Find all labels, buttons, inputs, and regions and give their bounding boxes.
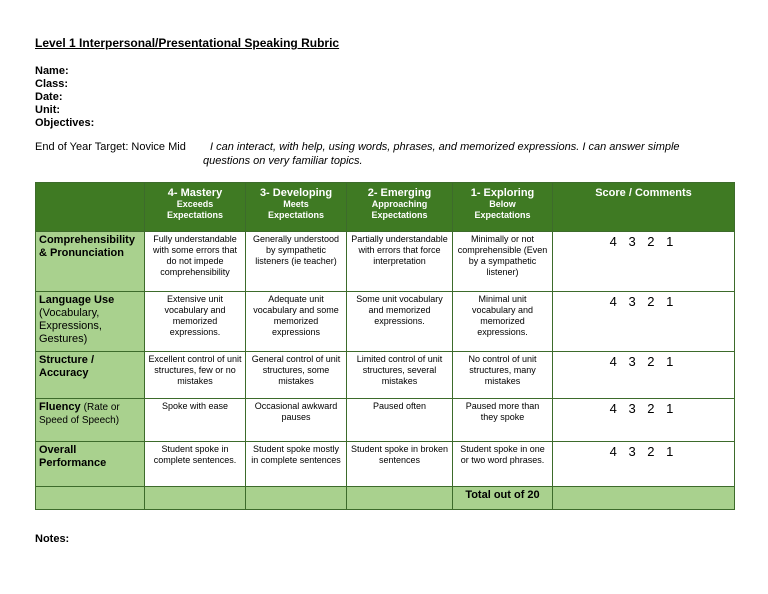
rubric-cell: Occasional awkward pauses <box>246 399 347 442</box>
rubric-cell: No control of unit structures, many mistakes <box>453 352 553 399</box>
rubric-row-comprehensibility <box>36 232 735 292</box>
row-heading: Overall Performance <box>36 442 145 487</box>
rubric-table <box>35 182 735 510</box>
target-statement-line2: questions on very familiar topics. <box>203 155 363 167</box>
rubric-cell: Student spoke in one or two word phrases. <box>453 442 553 487</box>
total-label: Total out of 20 <box>453 487 553 510</box>
rubric-cell: Generally understood by sympathetic listeners (ie teacher) <box>246 232 347 292</box>
header-emerging: 2- Emerging Approaching Expectations <box>347 183 453 232</box>
score-options[interactable]: 4 3 2 1 <box>553 292 735 352</box>
header-exploring: 1- Exploring Below Expectations <box>453 183 553 232</box>
date-field-label: Date: <box>35 91 63 103</box>
notes-label: Notes: <box>35 533 70 545</box>
rubric-row-overall <box>36 442 735 487</box>
total-score-cell[interactable] <box>553 487 735 510</box>
empty-cell <box>246 487 347 510</box>
rubric-cell: General control of unit structures, some mistakes <box>246 352 347 399</box>
rubric-cell: Student spoke in complete sentences. <box>145 442 246 487</box>
rubric-cell: Minimally or not comprehensible (Even by a sympathetic listener) <box>453 232 553 292</box>
rubric-cell: Fully understandable with some errors that do not impede comprehensibility <box>145 232 246 292</box>
rubric-row-structure <box>36 352 735 399</box>
rubric-cell: Excellent control of unit structures, few or no mistakes <box>145 352 246 399</box>
empty-cell <box>36 487 145 510</box>
rubric-cell: Partially understandable with errors that force interpretation <box>347 232 453 292</box>
end-of-year-target <box>35 140 735 167</box>
rubric-cell: Paused often <box>347 399 453 442</box>
rubric-cell: Some unit vocabulary and memorized expressions. <box>347 292 453 352</box>
empty-cell <box>347 487 453 510</box>
rubric-cell: Extensive unit vocabulary and memorized expressions. <box>145 292 246 352</box>
rubric-cell: Limited control of unit structures, several mistakes <box>347 352 453 399</box>
rubric-cell: Spoke with ease <box>145 399 246 442</box>
rubric-header-row <box>36 183 735 232</box>
score-options[interactable]: 4 3 2 1 <box>553 352 735 399</box>
header-corner <box>36 183 145 232</box>
score-options[interactable]: 4 3 2 1 <box>553 232 735 292</box>
rubric-cell: Paused more than they spoke <box>453 399 553 442</box>
document-title: Level 1 Interpersonal/Presentational Speaking Rubric <box>35 36 340 50</box>
rubric-cell: Minimal unit vocabulary and memorized expressions. <box>453 292 553 352</box>
student-info-fields <box>35 65 94 130</box>
rubric-cell: Adequate unit vocabulary and some memorized expressions <box>246 292 347 352</box>
header-score-comments: Score / Comments <box>553 183 735 232</box>
unit-field-label: Unit: <box>35 104 61 116</box>
rubric-row-language-use <box>36 292 735 352</box>
row-heading: Language Use (Vocabulary, Expressions, Gestures) <box>36 292 145 352</box>
rubric-cell: Student spoke in broken sentences <box>347 442 453 487</box>
empty-cell <box>145 487 246 510</box>
row-heading: Comprehensibility & Pronunciation <box>36 232 145 292</box>
header-mastery: 4- Mastery Exceeds Expectations <box>145 183 246 232</box>
rubric-row-fluency <box>36 399 735 442</box>
objectives-field-label: Objectives: <box>35 117 95 129</box>
total-row <box>36 487 735 510</box>
name-field-label: Name: <box>35 65 69 77</box>
target-label: End of Year Target: Novice Mid <box>35 141 186 153</box>
rubric-cell: Student spoke mostly in complete sentences <box>246 442 347 487</box>
target-statement-line1: I can interact, with help, using words, phrases, and memorized expressions. I can answer simple <box>210 141 680 153</box>
class-field-label: Class: <box>35 78 69 90</box>
score-options[interactable]: 4 3 2 1 <box>553 442 735 487</box>
row-heading: Fluency (Rate or Speed of Speech) <box>36 399 145 442</box>
row-heading: Structure / Accuracy <box>36 352 145 399</box>
header-developing: 3- Developing Meets Expectations <box>246 183 347 232</box>
score-options[interactable]: 4 3 2 1 <box>553 399 735 442</box>
